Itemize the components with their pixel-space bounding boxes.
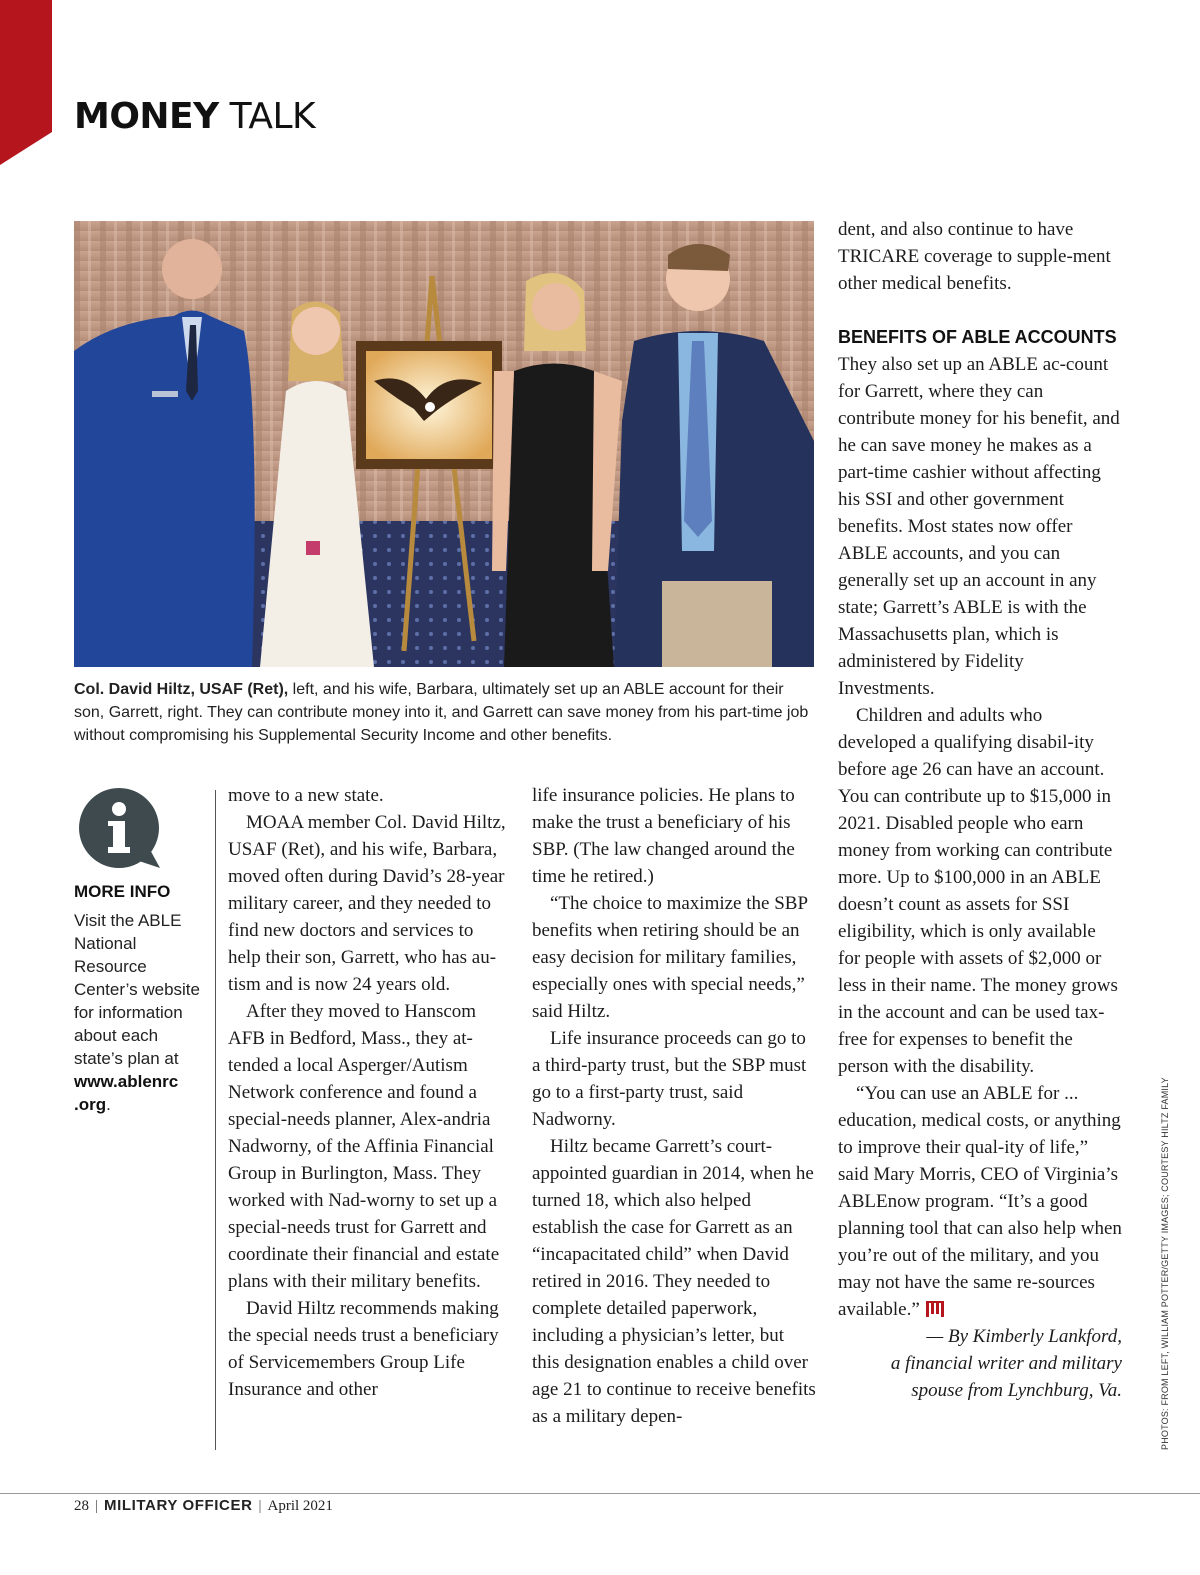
footer-rule xyxy=(0,1493,1200,1494)
more-info-end: . xyxy=(106,1095,111,1114)
paragraph: dent, and also continue to have TRICARE coverage to supple-ment other medical benefits. xyxy=(838,219,1111,294)
paragraph: Children and adults who developed a qualifying disabil-ity before age 26 can have an account. You can contribute up to $15,000 in 2021. Disabled people who earn money from working can contribute more. Up to $100,000 in an ABLE doesn’t count as assets for SSI eligibility, which is only available for people with assets of $2,000 or less in their name. The money grows in the account and can be used tax-free for expenses to benefit the person with the disability. xyxy=(838,705,1118,1077)
subheading: BENEFITS OF ABLE ACCOUNTS xyxy=(838,327,1117,347)
paragraph: They also set up an ABLE ac-count for Garrett, where they can contribute money for his benefit, and he can save money he makes as a part-time cashier without affecting his SSI and other government benefits. Most states now offer ABLE accounts, and you can generally set up an account in any state; Garrett’s ABLE is with the Massachusetts plan, which is administered by Fidelity Investments. xyxy=(838,354,1120,699)
more-info-text xyxy=(74,909,210,1116)
footer-separator: | xyxy=(258,1498,262,1514)
more-info-body: Visit the ABLE National Resource Center’s website for information about each state’s plan at xyxy=(74,911,200,1068)
byline-line-1: — By Kimberly Lankford, xyxy=(926,1326,1122,1347)
article-column-3 xyxy=(838,216,1122,1404)
magazine-name: MILITARY OFFICER xyxy=(104,1497,253,1514)
family-photo-illustration xyxy=(74,221,814,667)
ablenrc-link[interactable]: www.ablenrc .org xyxy=(74,1072,179,1114)
paragraph: Hiltz became Garrett’s court-appointed guardian in 2014, when he turned 18, which also helped establish the case for Garrett as an “incapacitated child” when David retired in 2016. They needed to complete detailed paperwork, including a physician’s letter, but this designation enables a child over age 21 to continue to receive benefits as a military depen- xyxy=(532,1136,816,1427)
more-info-sidebar xyxy=(74,880,210,1116)
photo-credit: PHOTOS: FROM LEFT, WILLIAM POTTER/GETTY IMAGES; COURTESY HILTZ FAMILY xyxy=(1160,1077,1170,1450)
paragraph: move to a new state. xyxy=(228,785,384,806)
footer-separator: | xyxy=(95,1498,99,1514)
paragraph: “You can use an ABLE for ... education, medical costs, or anything to improve their qual-ity of life,” said Mary Morris, CEO of Virginia’s ABLEnow program. “It’s a good planning tool that can also help when you’re out of the military, and you may not have the same re-sources available.” xyxy=(838,1083,1122,1320)
paragraph: David Hiltz recommends making the special needs trust a beneficiary of Servicemembers Group Life Insurance and other xyxy=(228,1298,499,1400)
paragraph: MOAA member Col. David Hiltz, USAF (Ret), and his wife, Barbara, moved often during David’s 28-year military career, and they needed to find new doctors and services to help their son, Garrett, who has au-tism and is now 24 years old. xyxy=(228,812,506,995)
article-column-1 xyxy=(228,782,510,1403)
column-divider xyxy=(215,790,216,1450)
more-info-heading: MORE INFO xyxy=(74,882,171,901)
section-title xyxy=(74,96,315,137)
caption-text: left, and his wife, Barbara, ultimately set up an ABLE account for their son, Garrett, right. They can contribute money into it, and Garrett can save money from his part-time job without compromising his Supplemental Security Income and other benefits. xyxy=(74,681,809,744)
byline-line-2: a financial writer and military xyxy=(890,1353,1122,1374)
caption-name: Col. David Hiltz, USAF (Ret), xyxy=(74,681,289,698)
info-icon xyxy=(78,788,162,872)
moaa-end-mark-icon xyxy=(926,1301,944,1317)
page-footer xyxy=(74,1497,333,1515)
byline-line-3: spouse from Lynchburg, Va. xyxy=(911,1380,1122,1401)
paragraph-with-end-mark xyxy=(838,1080,1122,1323)
page-number: 28 xyxy=(74,1498,89,1514)
paragraph: After they moved to Hanscom AFB in Bedford, Mass., they at-tended a local Asperger/Autism Network conference and found a special-needs planner, Alex-andria Nadworny, of the Affinia Financial Group in Burlington, Mass. They worked with Nad-worny to set up a special-needs trust for Garrett and coordinate their financial and estate plans with their military benefits. xyxy=(228,1001,500,1292)
section-title-light: TALK xyxy=(229,96,316,137)
paragraph: “The choice to maximize the SBP benefits when retiring should be an easy decision for military families, especially ones with special needs,” said Hiltz. xyxy=(532,893,808,1022)
section-title-bold: MONEY xyxy=(74,96,219,137)
photo-caption xyxy=(74,678,816,747)
family-photo xyxy=(74,221,814,667)
paragraph: Life insurance proceeds can go to a third-party trust, but the SBP must go to a first-party trust, said Nadworny. xyxy=(532,1028,807,1130)
article-column-2 xyxy=(532,782,816,1430)
section-color-tab xyxy=(0,0,52,165)
paragraph: life insurance policies. He plans to make the trust a beneficiary of his SBP. (The law changed around the time he retired.) xyxy=(532,785,795,887)
issue-date: April 2021 xyxy=(267,1498,333,1514)
